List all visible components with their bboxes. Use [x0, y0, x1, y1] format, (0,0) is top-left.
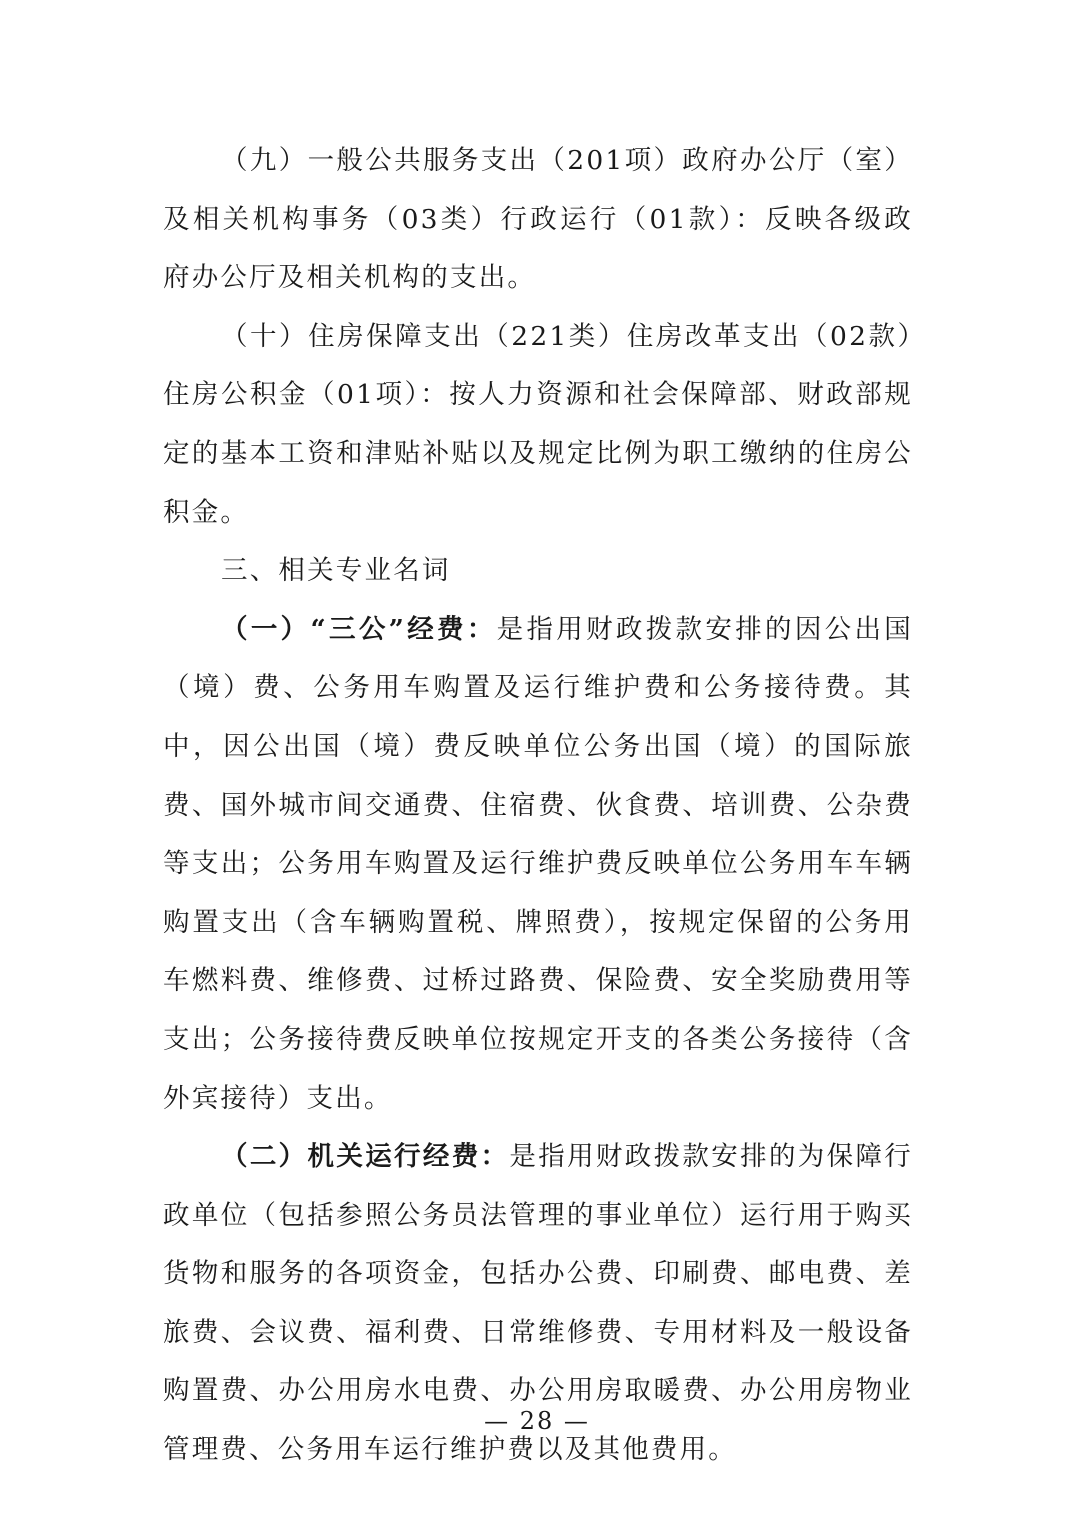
paragraph-item-10: （十）住房保障支出（221类）住房改革支出（02款）住房公积金（01项）：按人力资源和社会保障部、财政部规定的基本工资和津贴补贴以及规定比例为职工缴纳的住房公积金。: [163, 320, 913, 528]
page-number: — 28 —: [484, 1407, 590, 1435]
section-heading: 三、相关专业名词: [221, 555, 451, 587]
term-definition: 是指用财政拨款安排的为保障行政单位（包括参照公务员法管理的事业单位）运行用于购买货物和服务的各项资金，包括办公费、印刷费、邮电费、差旅费、会议费、福利费、日常维修费、专用材料及一般设备购置费、办公用房水电费、办公用房取暖费、办公用房物业管理费、公务用车运行维护费以及其他费用。: [163, 1141, 913, 1466]
page-content: [163, 132, 913, 1480]
term-label: （二）机关运行经费：: [221, 1141, 510, 1173]
paragraph-item-9: （九）一般公共服务支出（201项）政府办公厅（室）及相关机构事务（03类）行政运行（01款）：反映各级政府办公厅及相关机构的支出。: [163, 145, 913, 294]
term-label: （一）“三公”经费：: [221, 613, 497, 645]
term-definition: 是指用财政拨款安排的因公出国（境）费、公务用车购置及运行维护费和公务接待费。其中，因公出国（境）费反映单位公务出国（境）的国际旅费、国外城市间交通费、住宿费、伙食费、培训费、公杂费等支出；公务用车购置及运行维护费反映单位公务用车车辆购置支出（含车辆购置税、牌照费），按规定保留的公务用车燃料费、维修费、过桥过路费、保险费、安全奖励费用等支出；公务接待费反映单位按规定开支的各类公务接待（含外宾接待）支出。: [163, 613, 913, 1114]
term-three-public-expenses: [163, 601, 913, 1128]
